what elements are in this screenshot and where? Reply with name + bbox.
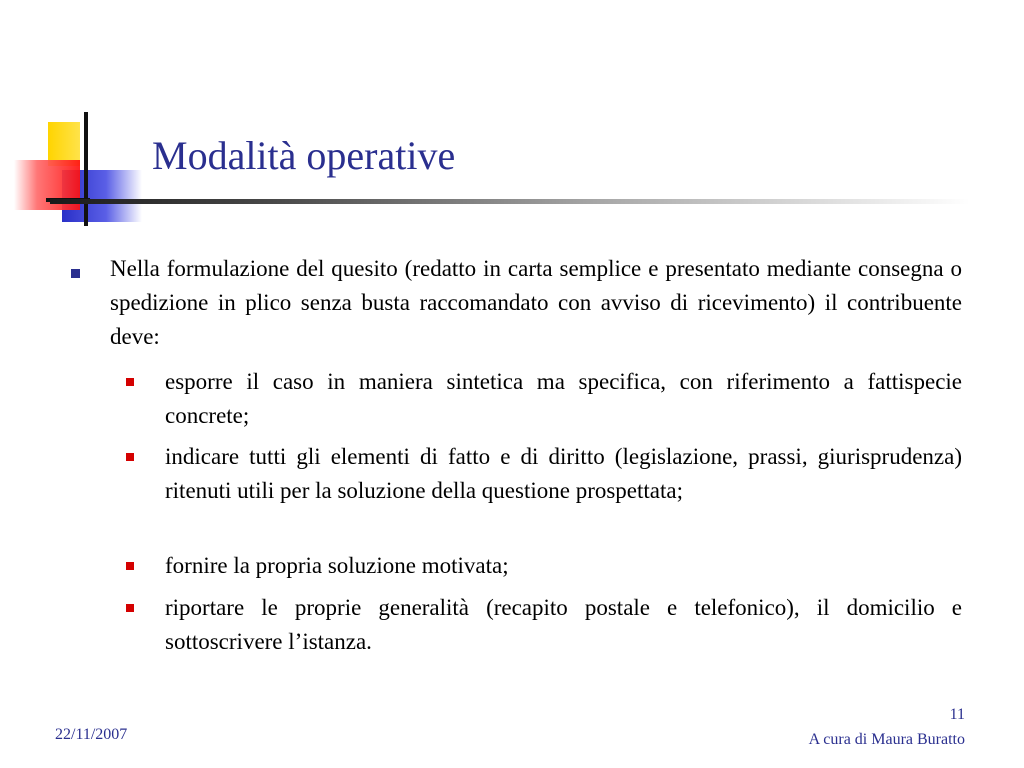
bullet-text: Nella formulazione del quesito (redatto in carta semplice e presentato mediante consegna o spedizione in plico senza busta raccomandato con avviso di ricevimento) il contribuente deve: [110,256,962,349]
sub-bullet-text: fornire la propria soluzione motivata; [165,553,509,578]
slide-title: Modalità operative [152,133,456,178]
sub-bullet-text: indicare tutti gli elementi di fatto e di diritto (legislazione, prassi, giurisprudenza) ritenuti utili per la soluzione della questione prospettata; [165,444,962,503]
sub-bullet-square-icon [126,604,134,612]
footer-author: A cura di Maura Buratto [808,731,965,748]
sub-bullet-text: riportare le proprie generalità (recapito postale e telefonico), il domicilio e sottoscrivere l’istanza. [165,595,962,654]
sub-bullet-square-icon [126,378,134,386]
sub-bullet-square-icon [126,562,134,570]
sub-bullet-square-icon [126,453,134,461]
sub-bullet-text: esporre il caso in maniera sintetica ma specifica, con riferimento a fattispecie concrete; [165,369,962,428]
logo-vertical-line [84,112,88,226]
title-underline [50,199,970,204]
footer-date: 22/11/2007 [55,726,128,743]
bullet-square-icon [71,269,80,278]
page-number: 11 [949,706,965,723]
logo-yellow-square [48,122,80,166]
slide-logo [0,0,160,240]
